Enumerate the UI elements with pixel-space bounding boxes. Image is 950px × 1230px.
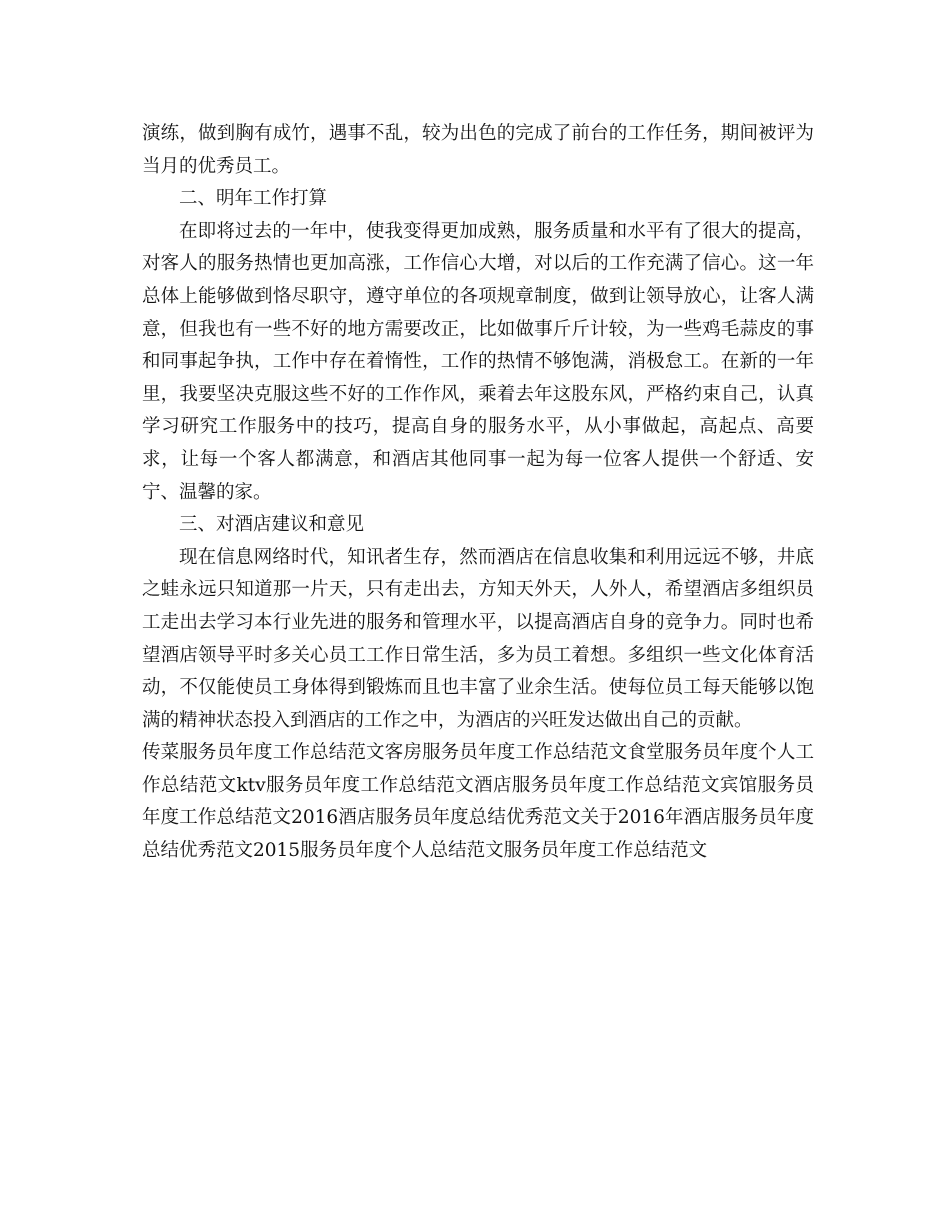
related-articles-text: 传菜服务员年度工作总结范文客房服务员年度工作总结范文食堂服务员年度个人工作总结范文ktv服务员年度工作总结范文酒店服务员年度工作总结范文宾馆服务员年度工作总结范文2016酒店服务员年度总结优秀范文关于2016年酒店服务员年度总结优秀范文2015服务员年度个人总结范文服务员年度工作总结范文	[142, 742, 814, 862]
paragraph-suggestions: 现在信息网络时代，知讯者生存，然而酒店在信息收集和利用远远不够，井底之蛙永远只知道那一片天，只有走出去，方知天外天，人外人，希望酒店多组织员工走出去学习本行业先进的服务和管理水平，以提高酒店自身的竞争力。同时也希望酒店领导平时多关心员工工作日常生活，多为员工着想。多组织一些文化体育活动，不仅能使员工身体得到锻炼而且也丰富了业余生活。使每位员工每天能够以饱满的精神状态投入到酒店的工作之中，为酒店的兴旺发达做出自己的贡献。	[142, 546, 814, 731]
paragraph-next-year-plan: 在即将过去的一年中，使我变得更加成熟，服务质量和水平有了很大的提高，对客人的服务热情也更加高涨，工作信心大增，对以后的工作充满了信心。这一年总体上能够做到恪尽职守，遵守单位的各项规章制度，做到让领导放心，让客人满意，但我也有一些不好的地方需要改正，比如做事斤斤计较，为一些鸡毛蒜皮的事和同事起争执，工作中存在着惰性，工作的热情不够饱满，消极怠工。在新的一年里，我要坚决克服这些不好的工作作风，乘着去年这股东风，严格约束自己，认真学习研究工作服务中的技巧，提高自身的服务水平，从小事做起，高起点、高要求，让每一个客人都满意，和酒店其他同事一起为每一位客人提供一个舒适、安宁、温馨的家。	[142, 220, 814, 503]
section-heading-next-year-plan: 二、明年工作打算	[179, 188, 328, 210]
section-heading-suggestions: 三、对酒店建议和意见	[179, 514, 365, 536]
document-body	[142, 118, 814, 868]
paragraph-continued: 演练，做到胸有成竹，遇事不乱，较为出色的完成了前台的工作任务，期间被评为当月的优秀员工。	[142, 123, 814, 177]
